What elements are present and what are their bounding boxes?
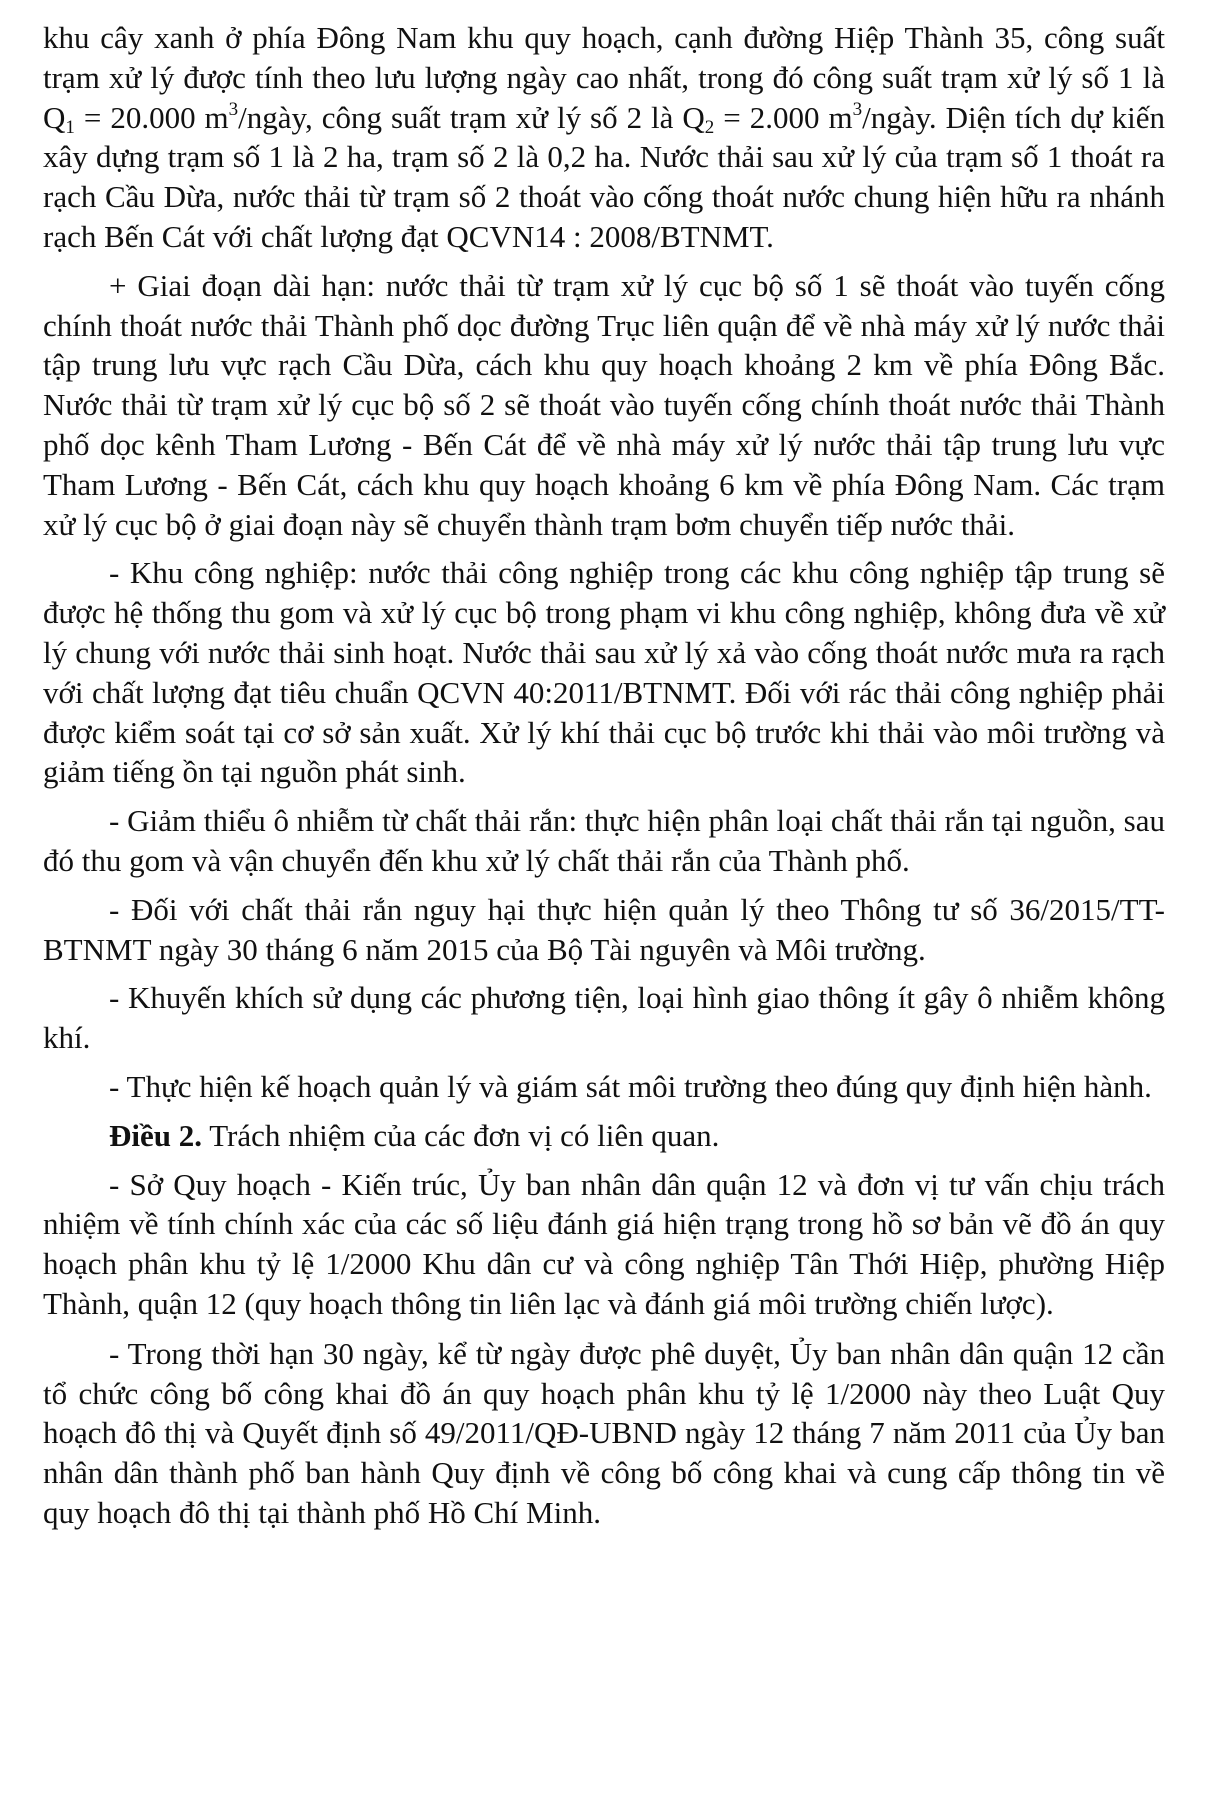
paragraph-monitoring: - Thực hiện kế hoạch quản lý và giám sát môi trường theo đúng quy định hiện hành.: [109, 1068, 1152, 1104]
subscript-1: 1: [65, 116, 75, 138]
superscript-3: 3: [852, 98, 863, 120]
article-2-label: Điều 2.: [109, 1117, 202, 1153]
paragraph-hazardous-waste: - Đối với chất thải rắn nguy hại thực hiện quản lý theo Thông tư số 36/2015/TT-BTNMT ngày 30 tháng 6 năm 2015 của Bộ Tài nguyên và Môi trường.: [43, 891, 1165, 967]
text-run: = 20.000 m: [74, 99, 229, 135]
paragraph-transport: - Khuyến khích sử dụng các phương tiện, loại hình giao thông ít gây ô nhiễm không khí.: [43, 980, 1165, 1056]
text-run: /ngày, công suất trạm xử lý số 2 là Q: [238, 99, 705, 135]
superscript-3: 3: [228, 98, 239, 120]
article-2-heading: [43, 1116, 1165, 1156]
text-run: = 2.000 m: [714, 99, 853, 135]
text-run: /ngày. Diện tích dự kiến xây dựng trạm số 1 là 2 ha, trạm số 2 là 0,2 ha. Nước thải sau xử lý của trạm số 1 thoát ra rạch Cầu Dừa, nước thải từ trạm số 2 thoát vào cống thoát nước chung hiện hữu ra nhánh rạch Bến Cát với chất lượng đạt QCVN14 : 2008/BTNMT.: [43, 99, 1165, 254]
text-run: khu cây xanh ở phía Đông Nam khu quy hoạch, cạnh đường Hiệp Thành 35, công suất trạm xử lý được tính theo lưu lượng ngày cao nhất, trong đó công suất trạm xử lý số 1 là Q: [43, 20, 1165, 135]
paragraph-responsibility: - Sở Quy hoạch - Kiến trúc, Ủy ban nhân dân quận 12 và đơn vị tư vấn chịu trách nhiệm về tính chính xác của các số liệu đánh giá hiện trạng trong hồ sơ bản vẽ đồ án quy hoạch phân khu tỷ lệ 1/2000 Khu dân cư và công nghiệp Tân Thới Hiệp, phường Hiệp Thành, quận 12 (quy hoạch thông tin liên lạc và đánh giá môi trường chiến lược).: [43, 1166, 1165, 1321]
paragraph-industrial-zone: - Khu công nghiệp: nước thải công nghiệp trong các khu công nghiệp tập trung sẽ được hệ thống thu gom và xử lý cục bộ trong phạm vi khu công nghiệp, không đưa về xử lý chung với nước thải sinh hoạt. Nước thải sau xử lý xả vào cống thoát nước mưa ra rạch với chất lượng đạt tiêu chuẩn QCVN 40:2011/BTNMT. Đối với rác thải công nghiệp phải được kiểm soát tại cơ sở sản xuất. Xử lý khí thải cục bộ trước khi thải vào môi trường và giảm tiếng ồn tại nguồn phát sinh.: [43, 555, 1165, 790]
paragraph-long-term-phase: + Giai đoạn dài hạn: nước thải từ trạm xử lý cục bộ số 1 sẽ thoát vào tuyến cống chính thoát nước thải Thành phố dọc đường Trục liên quận để về nhà máy xử lý nước thải tập trung lưu vực rạch Cầu Dừa, cách khu quy hoạch khoảng 2 km về phía Đông Bắc. Nước thải từ trạm xử lý cục bộ số 2 sẽ thoát vào tuyến cống chính thoát nước thải Thành phố dọc kênh Tham Lương - Bến Cát để về nhà máy xử lý nước thải tập trung lưu vực Tham Lương - Bến Cát, cách khu quy hoạch khoảng 6 km về phía Đông Nam. Các trạm xử lý cục bộ ở giai đoạn này sẽ chuyển thành trạm bơm chuyển tiếp nước thải.: [43, 267, 1165, 542]
paragraph-publication: - Trong thời hạn 30 ngày, kể từ ngày được phê duyệt, Ủy ban nhân dân quận 12 cần tổ chức công bố công khai đồ án quy hoạch phân khu tỷ lệ 1/2000 này theo Luật Quy hoạch đô thị và Quyết định số 49/2011/QĐ-UBND ngày 12 tháng 7 năm 2011 của Ủy ban nhân dân thành phố ban hành Quy định về công bố công khai và cung cấp thông tin về quy hoạch đô thị tại thành phố Hồ Chí Minh.: [43, 1335, 1165, 1530]
article-2-title: Trách nhiệm của các đơn vị có liên quan.: [202, 1117, 720, 1153]
paragraph-wastewater-capacity: [43, 18, 1165, 257]
subscript-2: 2: [704, 116, 715, 138]
paragraph-solid-waste: - Giảm thiểu ô nhiễm từ chất thải rắn: thực hiện phân loại chất thải rắn tại nguồn, sau đó thu gom và vận chuyển đến khu xử lý chất thải rắn của Thành phố.: [43, 803, 1165, 878]
